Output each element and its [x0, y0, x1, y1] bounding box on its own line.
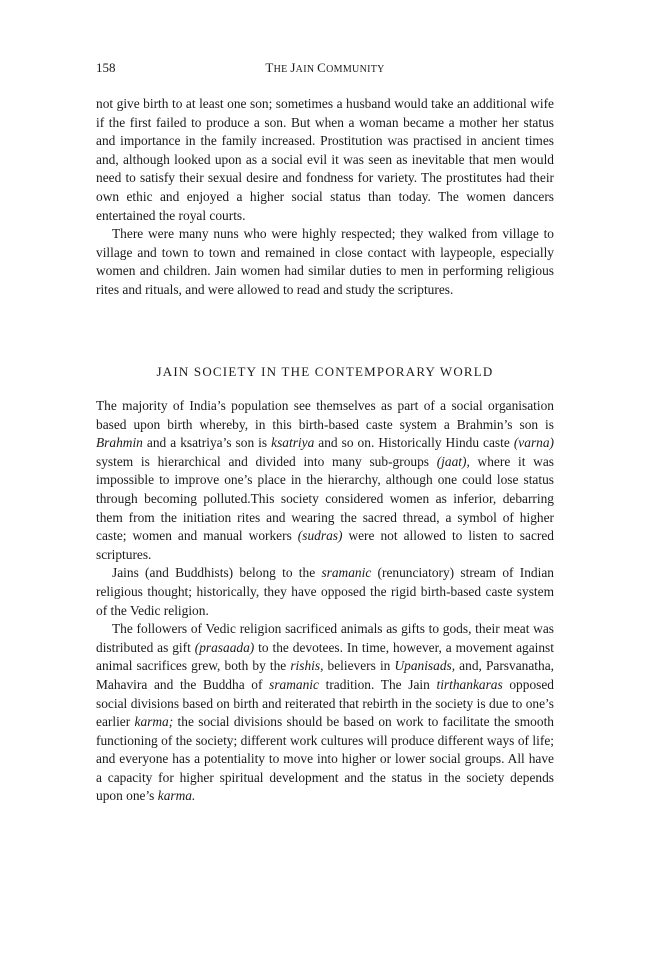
page-number: 158 — [96, 60, 116, 75]
section-heading: JAIN SOCIETY IN THE CONTEMPORARY WORLD — [156, 364, 494, 379]
paragraph: The majority of India’s population see themselves as part of a social organisation based upon birth whereby, in this birth-based caste system a Brahmin’s son is Brahmin and a ksatriya’s son is ksatriya and so on. Historically Hindu caste (varna) system is hierarchical and divided into many sub-groups (jaat), where it was impossible to improve one’s place in the hierarchy, although one could lose status through becoming polluted.This society considered women as inferior, debarring them from the initiation rites and wearing the sacred thread, a symbol of higher caste; women and manual workers (sudras) were not allowed to listen to sacred scriptures. — [96, 398, 555, 562]
section-body-lower — [96, 397, 554, 806]
paragraph: Jains (and Buddhists) belong to the sramanic (renunciatory) stream of Indian religious thought; historically, they have opposed the rigid birth-based caste system of the Vedic religion. — [96, 565, 554, 618]
paragraph: not give birth to at least one son; sometimes a husband would take an additional wife if the first failed to produce a son. But when a woman became a mother her status and importance in the family increased. Prostitution was practised in ancient times and, although looked upon as a social evil it was seen as inevitable that men would need to satisfy their sexual desire and fondness for variety. The prostitutes had their own ethic and enjoyed a higher social status than today. The women dancers entertained the royal courts. — [96, 96, 554, 223]
running-title: THE JAIN COMMUNITY — [265, 60, 385, 75]
paragraph: The followers of Vedic religion sacrificed animals as gifts to gods, their meat was distributed as gift (prasaada) to the devotees. In time, however, a movement against animal sacrifices grew, both by the rishis, believers in Upanisads, and, Parsvanatha, Mahavira and the Buddha of sramanic tradition. The Jain tirthankaras opposed social divisions based on birth and reiterated that rebirth in the society is due to one’s earlier karma; the social divisions should be based on work to facilitate the smooth functioning of the society; different work cultures will produce different ways of life; and everyone has a potentiality to move into higher or lower social groups. All have a capacity for higher spiritual development and the status in the society depends upon one’s karma. — [96, 621, 554, 804]
running-header — [96, 60, 554, 78]
section-body-upper — [96, 95, 554, 300]
paragraph: There were many nuns who were highly respected; they walked from village to village and town to town and remained in close contact with laypeople, especially women and children. Jain women had similar duties to men in performing religious rites and rituals, and were allowed to read and study the scriptures. — [96, 226, 554, 297]
